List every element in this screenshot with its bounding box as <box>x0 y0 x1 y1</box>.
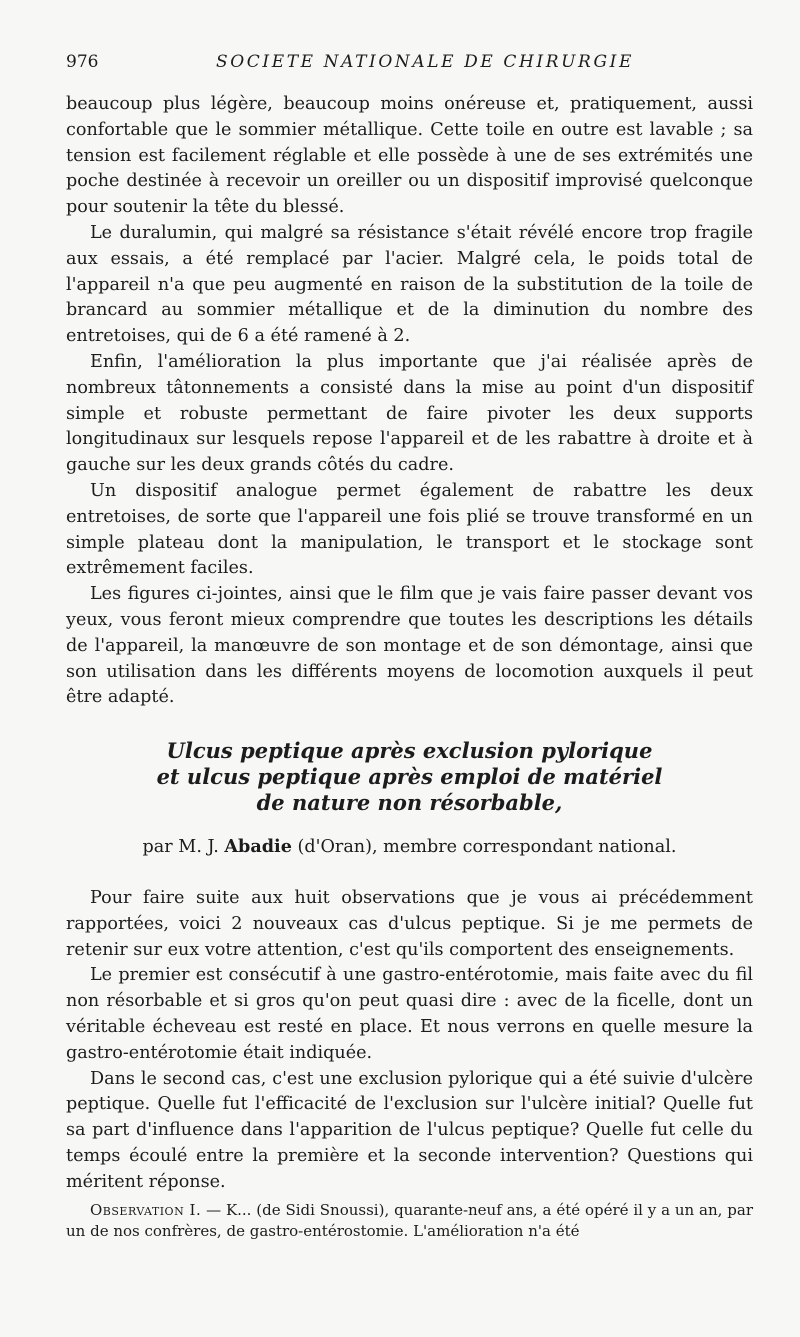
paragraph: Enfin, l'amélioration la plus importante que j'ai réalisée après de nombreux tâtonnements a consisté dans la mise au point d'un dispositif simple et robuste permettant de faire pivoter les deux supports longitudinaux sur lesquels repose l'appareil et de les rabattre à droite et à gauche sur les deux grands côtés du cadre. <box>66 351 753 476</box>
observation-label: Observation I. <box>90 1201 202 1219</box>
paragraph: beaucoup plus légère, beaucoup moins onéreuse et, pratiquement, aussi confortable que le sommier métallique. Cette toile en outre est lavable ; sa tension est facilement réglable et elle possède à une de ses extrémités une poche destinée à recevoir un oreiller ou un dispositif improvisé quelconque pour soutenir la tête du blessé. <box>66 94 753 218</box>
paragraph: Dans le second cas, c'est une exclusion pylorique qui a été suivie d'ulcère peptique. Quelle fut l'efficacité de l'exclusion sur l'ulcère initial? Quelle fut sa part d'influence dans l'apparition de l'ulcus peptique? Quelle fut celle du temps écoulé entre la première et la seconde intervention? Questions qui méritent réponse. <box>66 1068 753 1192</box>
previous-article-text <box>66 92 753 711</box>
page-header <box>66 52 752 76</box>
paragraph: Pour faire suite aux huit observations que je vous ai précédemment rapportées, voici 2 nouveaux cas d'ulcus peptique. Si je me permets de retenir sur eux votre attention, c'est qu'ils comportent des enseignements. <box>66 888 753 960</box>
article-title-line: Ulcus peptique après exclusion pylorique <box>166 738 653 763</box>
paragraph: Le premier est consécutif à une gastro-entérotomie, mais faite avec du fil non résorbable et si gros qu'on peut quasi dire : avec de la ficelle, dont un véritable écheveau est resté en place. Et nous verrons en quelle mesure la gastro-entérotomie était indiquée. <box>66 965 753 1063</box>
observation-note <box>66 1200 753 1242</box>
article-body <box>66 886 753 1196</box>
page-number: 976 <box>66 52 99 72</box>
article-title-line: et ulcus peptique après emploi de matériel <box>156 764 663 789</box>
author-name: Abadie <box>224 836 292 857</box>
byline <box>66 836 753 857</box>
article-title-line: de nature non résorbable, <box>256 790 563 815</box>
paragraph: Les figures ci-jointes, ainsi que le film que je vais faire passer devant vos yeux, vous feront mieux comprendre que toutes les descriptions les détails de l'appareil, la manœuvre de son montage et de son démontage, ainsi que son utilisation dans les différents moyens de locomotion auxquels il peut être adapté. <box>66 584 753 708</box>
running-title: SOCIETE NATIONALE DE CHIRURGIE <box>216 52 634 72</box>
paragraph: Un dispositif analogue permet également de rabattre les deux entretoises, de sorte que l'appareil une fois plié se trouve transformé en un simple plateau dont la manipulation, le transport et le stockage sont extrêmement faciles. <box>66 480 753 579</box>
byline-suffix: (d'Oran), membre correspondant national. <box>297 837 677 857</box>
paragraph: Le duralumin, qui malgré sa résistance s'était révélé encore trop fragile aux essais, a été remplacé par l'acier. Malgré cela, le poids total de l'appareil n'a que peu augmenté en raison de la substitution de la toile de brancard au sommier métallique et de la diminution du nombre des entretoises, qui de 6 a été ramené à 2. <box>66 222 753 347</box>
byline-prefix: par M. J. <box>142 837 219 857</box>
article-title <box>66 738 753 816</box>
observation-text: — K... (de Sidi Snoussi), quarante-neuf ans, a été opéré il y a un an, par un de nos confrères, de gastro-entérostomie. L'amélioration n'a été <box>66 1201 753 1240</box>
